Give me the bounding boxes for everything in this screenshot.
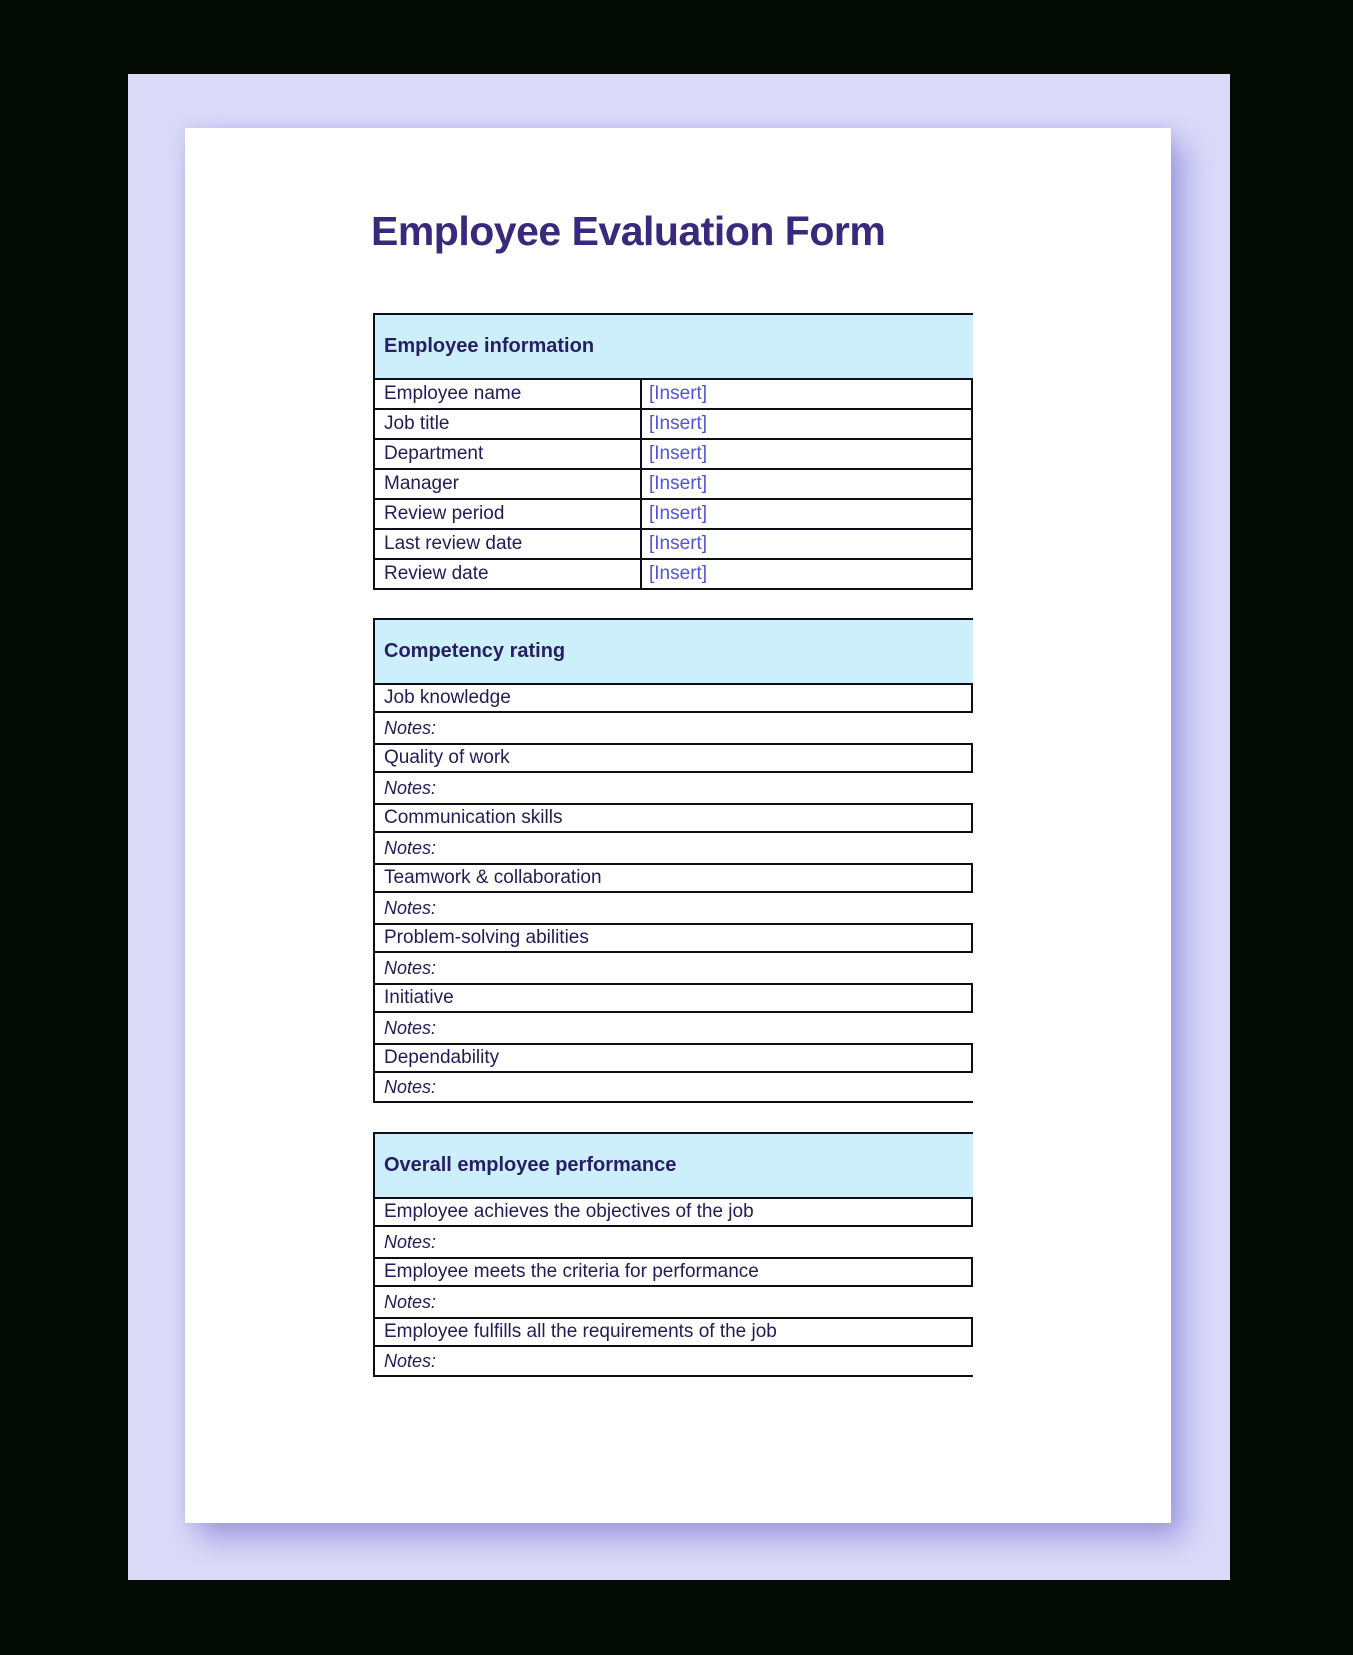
competency-row: Job knowledge [373,683,973,713]
table-row [373,410,973,440]
section-employee-information [373,313,973,590]
field-label: Last review date [375,530,642,558]
insert-field[interactable]: [Insert] [649,443,708,464]
section-header-competency-rating [373,618,973,683]
lavender-mat [128,74,1230,1580]
section-header-overall-performance [373,1132,973,1197]
notes-entry-row[interactable]: Notes: [373,713,973,743]
notes-entry-row[interactable]: Notes: [373,1347,973,1377]
competency-row: Teamwork & collaboration [373,863,973,893]
insert-field[interactable]: [Insert] [649,413,708,434]
overall-performance-table [373,1197,973,1377]
employee-information-table [373,378,973,590]
insert-field[interactable]: [Insert] [649,533,708,554]
insert-field[interactable]: [Insert] [649,563,708,584]
field-label: Review date [375,560,642,588]
competency-row: Initiative [373,983,973,1013]
performance-row: Employee achieves the objectives of the job [373,1197,973,1227]
section-header-employee-information [373,313,973,378]
performance-row: Employee fulfills all the requirements of the job [373,1317,973,1347]
table-row [373,500,973,530]
insert-field[interactable]: [Insert] [649,503,708,524]
competency-row: Communication skills [373,803,973,833]
competency-row: Quality of work [373,743,973,773]
competency-rating-table [373,683,973,1103]
section-header-label: Competency rating [384,640,566,662]
insert-field[interactable]: [Insert] [649,473,708,494]
table-row [373,560,973,590]
field-label: Employee name [375,380,642,408]
notes-entry-row[interactable]: Notes: [373,833,973,863]
field-label: Review period [375,500,642,528]
notes-entry-row[interactable]: Notes: [373,773,973,803]
notes-entry-row[interactable]: Notes: [373,1227,973,1257]
page-title: Employee Evaluation Form [371,208,886,254]
performance-row: Employee meets the criteria for performance [373,1257,973,1287]
section-header-label: Employee information [384,335,595,357]
insert-field[interactable]: [Insert] [649,383,708,404]
table-row [373,470,973,500]
notes-entry-row[interactable]: Notes: [373,1073,973,1103]
competency-row: Dependability [373,1043,973,1073]
section-competency-rating [373,618,973,1103]
section-header-label: Overall employee performance [384,1154,677,1176]
notes-entry-row[interactable]: Notes: [373,1013,973,1043]
field-label: Department [375,440,642,468]
table-row [373,440,973,470]
notes-entry-row[interactable]: Notes: [373,893,973,923]
notes-entry-row[interactable]: Notes: [373,1287,973,1317]
field-label: Job title [375,410,642,438]
field-label: Manager [375,470,642,498]
table-row [373,378,973,410]
competency-row: Problem-solving abilities [373,923,973,953]
section-overall-performance [373,1132,973,1377]
notes-entry-row[interactable]: Notes: [373,953,973,983]
table-row [373,530,973,560]
document-page [185,128,1171,1523]
